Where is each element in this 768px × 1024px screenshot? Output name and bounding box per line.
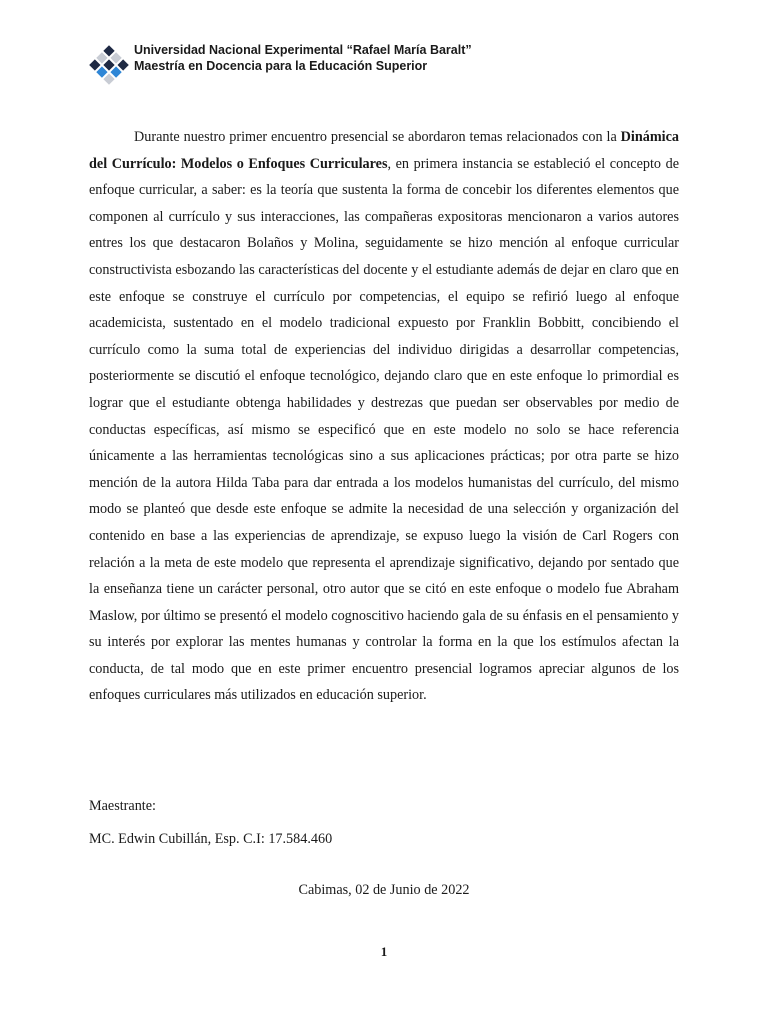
document-header [86, 36, 726, 92]
body-paragraph-block [89, 124, 679, 709]
university-name: Universidad Nacional Experimental “Rafael María Baralt” [134, 43, 472, 57]
signature-name: MC. Edwin Cubillán, Esp. C.I: 17.584.460 [89, 831, 333, 847]
paragraph-bold-title: Dinámica del Currículo: Modelos o Enfoques Curriculares [89, 129, 679, 172]
program-name: Maestría en Docencia para la Educación Superior [134, 59, 428, 73]
institution-block [134, 42, 472, 74]
signature-label: Maestrante: [89, 798, 156, 814]
diamond-grid-logo-icon [86, 40, 132, 90]
place-date: Cabimas, 02 de Junio de 2022 [298, 882, 470, 898]
paragraph-intro: Durante nuestro primer encuentro presencial se abordaron temas relacionados con la [134, 129, 621, 145]
body-paragraph [89, 124, 679, 709]
paragraph-rest: , en primera instancia se estableció el concepto de enfoque curricular, a saber: es la teoría que sustenta la forma de concebir los diferentes elementos que componen al currículo y sus interacciones, las compañeras expositoras mencionaron a varios autores entres los que destacaron Bolaños y Molina, seguidamente se hizo mención al enfoque curricular constructivista esbozando las características del docente y el estudiante además de dejar en claro que en este enfoque se construye el currículo por competencias, el equipo se refirió luego al enfoque academicista, sustentado en el modelo tradicional expuesto por Franklin Bobbitt, concibiendo el currículo como la suma total de experiencias del individuo dirigidas a desarrollar competencias, posteriormente se discutió el enfoque tecnológico, dejando claro que en este enfoque lo primordial es lograr que el estudiante obtenga habilidades y destrezas que puedan ser observables por medio de conductas específicas, así mismo se especificó que en este modelo no solo se hace referencia únicamente a las herramientas tecnológicas sino a sus aplicaciones prácticas; por otra parte se hizo mención de la autora Hilda Taba para dar entrada a los modelos humanistas del currículo, del mismo modo se planteó que desde este enfoque se admite la necesidad de una selección y organización del contenido en base a las experiencias de aprendizaje, se expuso luego la visión de Carl Rogers con relación a la meta de este modelo que representa el aprendizaje significativo, dejando por sentado que la enseñanza tiene un carácter personal, otro autor que se citó en este enfoque o modelo fue Abraham Maslow, por último se presentó el modelo cognoscitivo haciendo gala de su énfasis en el pensamiento y su interés por explorar las mentes humanas y controlar la forma en la que los estímulos afectan la conducta, de tal modo que en este primer encuentro presencial logramos apreciar algunos de los enfoques curriculares más utilizados en educación superior. [89, 155, 679, 704]
signature-block [89, 790, 332, 856]
page-number: 1 [380, 944, 388, 959]
